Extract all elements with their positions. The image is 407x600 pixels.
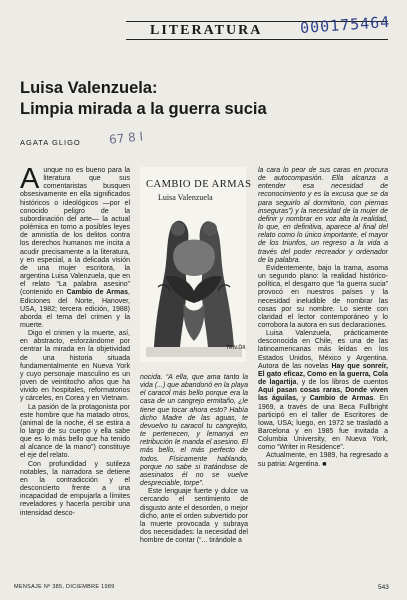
- book-cover-title: CAMBIO DE ARMAS: [146, 179, 252, 190]
- paragraph: Aunque no es bueno para la literatura que sus comentaristas busquen obsesivamente en ella significados históricos o ideológicos —por el conocido peligro de la subordinación del arte— la actual polémica en torno a posibles leyes de amnistía de los delitos contra los derechos humanos me incita a acudir precisamente a la literatura, y en especial, a la delicada visión de una mujer escritora, la argentina Luisa Valenzuela, que en el relato “La palabra asesino” (contenido en Cambio de Armas, Ediciones del Norte, Hanover, USA, 1982; tercera edición, 1988) aborda el tema del crimen y la muerte.: [20, 163, 130, 329]
- footer-publication: MENSAJE Nº 385, DICIEMBRE 1989: [14, 584, 115, 590]
- title-line-2: Limpia mirada a la guerra sucia: [20, 100, 267, 118]
- title-line-1: Luisa Valenzuela:: [20, 79, 158, 97]
- cover-illustration: [146, 207, 242, 357]
- paragraph: Digo el crimen y la muerte, así, en abstracto, esforzándome por centrar la mirada en la objetividad de una historia situada fundamentalmente en Nueva York y cuyo personaje masculino es un joven de veintitocho años que ha vivido en hospitales, reformatorios y cárceles, en Corea y en Vietnam.: [20, 330, 130, 403]
- drop-cap: A: [20, 163, 40, 195]
- column-3: [258, 167, 388, 572]
- paragraph: Evidentemente, bajo la trama, asoma un segundo plano: la realidad histórico-política, el desgarro que “la guerra sucia” provocó en nuestros países y la necesidad ineludible de nombrar las cosas por su nombre. Lo siente con claridad el lector contemporáneo y lo corrobora la autora en sus declaraciones.: [258, 264, 388, 329]
- archive-stamp: 000175464: [299, 12, 391, 38]
- end-mark: ■: [322, 460, 327, 468]
- page-number: 543: [378, 584, 389, 591]
- paragraph: Actualmente, en 1989, ha regresado a su patria: Argentina. ■: [258, 452, 388, 468]
- book-cover-author: Luisa Valenzuela: [158, 193, 213, 202]
- paragraph: Luisa Valenzuela, prácticamente desconocida en Chile, es una de las latinoamericanas más leídas en los Estados Unidos, México y Argentina. Autora de las novelas Hay que sonreír, El gato eficaz, Como en la guerra, Cola de lagartija, y de los libros de cuentos Aquí pasan cosas raras, Donde viven las águilas, y Cambio de Armas. En 1969, a través de una Beca Fullbright participó en el taller de Escritores de Iowa, USA; luego, en 1972 se trasladó a Barcelona y en 1985 fue invitada a Columbia University, en Nueva York, como “Writer in Residence”.: [258, 330, 389, 452]
- handwritten-note: 67 8 I: [108, 129, 144, 147]
- author-name: AGATA GLIGO: [20, 138, 81, 147]
- article-title: [20, 78, 390, 120]
- paragraph: Con profundidad y sutileza notables, la narradora se detiene en la contradicción y el desconcierto frente a una incapacidad de empujarla a límites reveladores y hacerla percibir una intensidad desco-: [20, 460, 130, 517]
- illustrator-signature: TRIV.ÖR: [226, 345, 246, 351]
- column-1: [20, 163, 130, 572]
- book-cover-image: [140, 167, 252, 362]
- paragraph: Este lenguaje fuerte y dulce va cercando el sentimiento de disgusto ante el desorden, o mejor dicho, ante el orden subvertido por la muerte provocada y subraya dos necesidades: la necesidad del hombre de contar (“... tirándole a: [140, 488, 248, 545]
- section-label: LITERATURA: [150, 23, 263, 38]
- paragraph: nocida. “A ella, que ama tanto la vida (...) que abandonó en la playa el caracol más bello porque era la casa de un cangrejo ermitaño, ¿le tiene que tocar ahora esto? Había dicho Madre de las aguas, te devuelvo tu caracol tu cangrejito, te pertenecen, y lemanyá en retribución le manda el asesino. El más bello, el más perfecto de todos. Físicamente hablando, porque no sabe si tratándose de asesinatos él no se vuelve despreciable, torpe”.: [140, 374, 248, 488]
- paragraph: la cara lo peor de sus caras en procura de autocompasión. Ella alcanza a entender esa necesidad de reconocimiento y es la excusa que se da para seguirlo al dormitorio, con piernas inseguras”) y la necesidad de la mujer de definir y nombrar en voz alta la realidad, lo que, en definitiva, aparece al final del relato como lo único importante, el mayor de los triunfos, un regreso a la vida a través del poder recreador y ordenador de la palabra.: [258, 167, 388, 264]
- paragraph: La pasión de la protagonista por este hombre que ha matado otros, (animal de la noche, él se estira a lo largo de su cuerpo y ella sabe que es lo más bello que ha tenido al alcance de la mano”) constituye el eje del relato.: [20, 403, 130, 460]
- column-2: [140, 374, 248, 572]
